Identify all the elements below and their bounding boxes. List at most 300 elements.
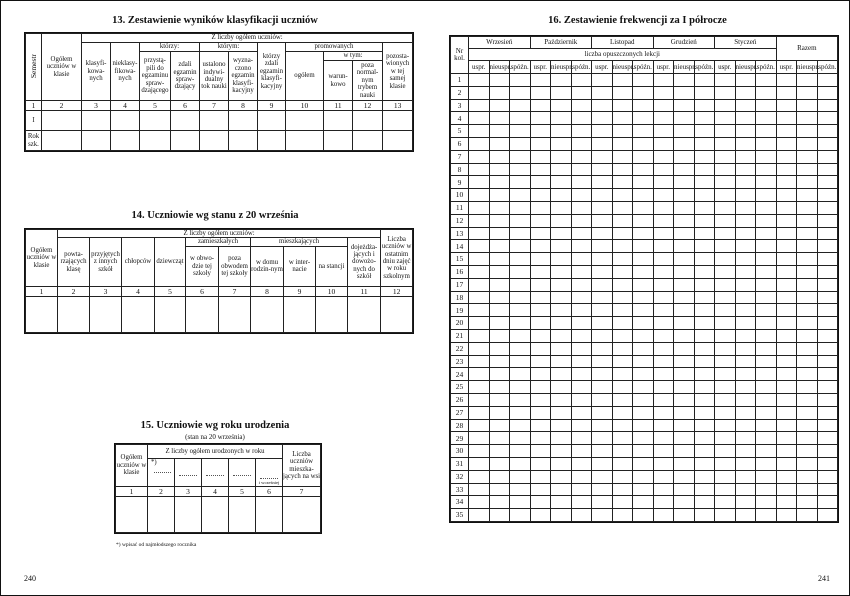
data-cell[interactable]	[530, 509, 551, 522]
data-cell[interactable]	[817, 265, 838, 278]
data-cell[interactable]	[530, 419, 551, 432]
data-cell[interactable]	[653, 470, 674, 483]
data-cell[interactable]	[735, 125, 756, 138]
data-cell[interactable]	[612, 150, 633, 163]
data-cell[interactable]	[776, 99, 797, 112]
data-cell[interactable]	[612, 176, 633, 189]
data-cell[interactable]	[756, 329, 777, 342]
data-cell[interactable]	[735, 112, 756, 125]
data-cell[interactable]	[469, 189, 490, 202]
data-cell[interactable]	[489, 329, 510, 342]
data-cell[interactable]	[469, 201, 490, 214]
data-cell[interactable]	[469, 457, 490, 470]
data-cell[interactable]	[674, 470, 695, 483]
data-cell[interactable]	[571, 419, 592, 432]
data-cell[interactable]	[715, 214, 736, 227]
data-cell[interactable]	[530, 342, 551, 355]
data-cell[interactable]	[469, 483, 490, 496]
data-cell[interactable]	[653, 445, 674, 458]
data-cell[interactable]	[489, 355, 510, 368]
data-cell[interactable]	[612, 342, 633, 355]
data-cell[interactable]	[286, 131, 324, 151]
data-cell[interactable]	[776, 496, 797, 509]
data-cell[interactable]	[776, 291, 797, 304]
data-cell[interactable]	[469, 381, 490, 394]
data-cell[interactable]	[653, 163, 674, 176]
data-cell[interactable]	[612, 496, 633, 509]
data-cell[interactable]	[776, 329, 797, 342]
data-cell[interactable]	[797, 368, 818, 381]
data-cell[interactable]	[694, 509, 715, 522]
data-cell[interactable]	[674, 496, 695, 509]
data-cell[interactable]	[510, 393, 531, 406]
data-cell[interactable]	[633, 176, 654, 189]
data-cell[interactable]	[571, 265, 592, 278]
data-cell[interactable]	[694, 265, 715, 278]
data-cell[interactable]	[116, 497, 148, 533]
data-cell[interactable]	[817, 496, 838, 509]
data-cell[interactable]	[530, 291, 551, 304]
data-cell[interactable]	[612, 189, 633, 202]
data-cell[interactable]	[592, 291, 613, 304]
data-cell[interactable]	[551, 150, 572, 163]
data-cell[interactable]	[612, 99, 633, 112]
data-cell[interactable]	[756, 253, 777, 266]
data-cell[interactable]	[571, 240, 592, 253]
data-cell[interactable]	[817, 240, 838, 253]
data-cell[interactable]	[674, 227, 695, 240]
data-cell[interactable]	[633, 253, 654, 266]
data-cell[interactable]	[489, 342, 510, 355]
data-cell[interactable]	[469, 445, 490, 458]
data-cell[interactable]	[735, 381, 756, 394]
data-cell[interactable]	[735, 509, 756, 522]
data-cell[interactable]	[551, 432, 572, 445]
data-cell[interactable]	[489, 86, 510, 99]
data-cell[interactable]	[489, 406, 510, 419]
data-cell[interactable]	[653, 278, 674, 291]
data-cell[interactable]	[776, 253, 797, 266]
data-cell[interactable]	[735, 406, 756, 419]
data-cell[interactable]	[489, 240, 510, 253]
data-cell[interactable]	[797, 381, 818, 394]
data-cell[interactable]	[674, 317, 695, 330]
data-cell[interactable]	[674, 291, 695, 304]
data-cell[interactable]	[674, 253, 695, 266]
data-cell[interactable]	[489, 99, 510, 112]
data-cell[interactable]	[510, 253, 531, 266]
data-cell[interactable]	[551, 125, 572, 138]
data-cell[interactable]	[797, 355, 818, 368]
data-cell[interactable]	[694, 137, 715, 150]
data-cell[interactable]	[530, 137, 551, 150]
data-cell[interactable]	[735, 342, 756, 355]
data-cell[interactable]	[674, 265, 695, 278]
data-cell[interactable]	[612, 483, 633, 496]
data-cell[interactable]	[694, 253, 715, 266]
data-cell[interactable]	[510, 445, 531, 458]
data-cell[interactable]	[633, 201, 654, 214]
data-cell[interactable]	[592, 253, 613, 266]
data-cell[interactable]	[571, 470, 592, 483]
data-cell[interactable]	[571, 112, 592, 125]
data-cell[interactable]	[653, 432, 674, 445]
data-cell[interactable]	[592, 470, 613, 483]
data-cell[interactable]	[653, 227, 674, 240]
data-cell[interactable]	[633, 74, 654, 87]
data-cell[interactable]	[571, 445, 592, 458]
data-cell[interactable]	[735, 163, 756, 176]
data-cell[interactable]	[735, 278, 756, 291]
data-cell[interactable]	[592, 317, 613, 330]
data-cell[interactable]	[776, 278, 797, 291]
data-cell[interactable]	[756, 432, 777, 445]
data-cell[interactable]	[797, 432, 818, 445]
data-cell[interactable]	[571, 253, 592, 266]
data-cell[interactable]	[715, 304, 736, 317]
data-cell[interactable]	[510, 189, 531, 202]
data-cell[interactable]	[715, 74, 736, 87]
data-cell[interactable]	[776, 201, 797, 214]
data-cell[interactable]	[489, 304, 510, 317]
data-cell[interactable]	[510, 240, 531, 253]
data-cell[interactable]	[797, 419, 818, 432]
data-cell[interactable]	[592, 74, 613, 87]
data-cell[interactable]	[571, 189, 592, 202]
data-cell[interactable]	[633, 278, 654, 291]
data-cell[interactable]	[797, 137, 818, 150]
data-cell[interactable]	[510, 304, 531, 317]
data-cell[interactable]	[715, 509, 736, 522]
data-cell[interactable]	[510, 99, 531, 112]
data-cell[interactable]	[612, 227, 633, 240]
data-cell[interactable]	[530, 329, 551, 342]
data-cell[interactable]	[489, 483, 510, 496]
data-cell[interactable]	[633, 470, 654, 483]
data-cell[interactable]	[715, 457, 736, 470]
data-cell[interactable]	[797, 99, 818, 112]
data-cell[interactable]	[776, 406, 797, 419]
data-cell[interactable]	[633, 419, 654, 432]
data-cell[interactable]	[735, 496, 756, 509]
data-cell[interactable]	[776, 214, 797, 227]
data-cell[interactable]	[469, 163, 490, 176]
data-cell[interactable]	[694, 176, 715, 189]
data-cell[interactable]	[715, 329, 736, 342]
data-cell[interactable]	[735, 393, 756, 406]
data-cell[interactable]	[571, 304, 592, 317]
data-cell[interactable]	[155, 296, 186, 332]
data-cell[interactable]	[530, 317, 551, 330]
data-cell[interactable]	[489, 278, 510, 291]
data-cell[interactable]	[510, 355, 531, 368]
data-cell[interactable]	[612, 393, 633, 406]
data-cell[interactable]	[797, 304, 818, 317]
data-cell[interactable]	[756, 304, 777, 317]
data-cell[interactable]	[776, 470, 797, 483]
data-cell[interactable]	[776, 432, 797, 445]
data-cell[interactable]	[715, 393, 736, 406]
data-cell[interactable]	[776, 304, 797, 317]
data-cell[interactable]	[735, 470, 756, 483]
data-cell[interactable]	[530, 470, 551, 483]
data-cell[interactable]	[694, 214, 715, 227]
data-cell[interactable]	[797, 406, 818, 419]
data-cell[interactable]	[530, 483, 551, 496]
data-cell[interactable]	[469, 176, 490, 189]
data-cell[interactable]	[797, 112, 818, 125]
data-cell[interactable]	[633, 457, 654, 470]
data-cell[interactable]	[735, 99, 756, 112]
data-cell[interactable]	[530, 445, 551, 458]
data-cell[interactable]	[469, 240, 490, 253]
data-cell[interactable]	[776, 227, 797, 240]
data-cell[interactable]	[817, 470, 838, 483]
data-cell[interactable]	[489, 227, 510, 240]
data-cell[interactable]	[571, 278, 592, 291]
data-cell[interactable]	[489, 74, 510, 87]
data-cell[interactable]	[817, 317, 838, 330]
data-cell[interactable]	[551, 483, 572, 496]
data-cell[interactable]	[776, 355, 797, 368]
data-cell[interactable]	[735, 368, 756, 381]
data-cell[interactable]	[817, 483, 838, 496]
data-cell[interactable]	[469, 393, 490, 406]
data-cell[interactable]	[674, 355, 695, 368]
data-cell[interactable]	[735, 265, 756, 278]
data-cell[interactable]	[171, 111, 200, 131]
data-cell[interactable]	[694, 406, 715, 419]
data-cell[interactable]	[653, 86, 674, 99]
data-cell[interactable]	[756, 419, 777, 432]
data-cell[interactable]	[735, 86, 756, 99]
data-cell[interactable]	[715, 470, 736, 483]
data-cell[interactable]	[551, 163, 572, 176]
data-cell[interactable]	[653, 342, 674, 355]
data-cell[interactable]	[756, 445, 777, 458]
data-cell[interactable]	[735, 214, 756, 227]
data-cell[interactable]	[776, 125, 797, 138]
data-cell[interactable]	[756, 342, 777, 355]
data-cell[interactable]	[489, 176, 510, 189]
data-cell[interactable]	[776, 381, 797, 394]
data-cell[interactable]	[715, 381, 736, 394]
data-cell[interactable]	[817, 342, 838, 355]
data-cell[interactable]	[489, 125, 510, 138]
data-cell[interactable]	[592, 176, 613, 189]
data-cell[interactable]	[715, 227, 736, 240]
data-cell[interactable]	[776, 189, 797, 202]
data-cell[interactable]	[653, 150, 674, 163]
data-cell[interactable]	[469, 86, 490, 99]
data-cell[interactable]	[551, 368, 572, 381]
data-cell[interactable]	[353, 131, 383, 151]
data-cell[interactable]	[571, 86, 592, 99]
data-cell[interactable]	[735, 419, 756, 432]
data-cell[interactable]	[551, 74, 572, 87]
data-cell[interactable]	[530, 432, 551, 445]
data-cell[interactable]	[756, 227, 777, 240]
data-cell[interactable]	[653, 240, 674, 253]
data-cell[interactable]	[633, 317, 654, 330]
data-cell[interactable]	[674, 189, 695, 202]
data-cell[interactable]	[653, 176, 674, 189]
data-cell[interactable]	[817, 253, 838, 266]
data-cell[interactable]	[756, 368, 777, 381]
data-cell[interactable]	[469, 342, 490, 355]
data-cell[interactable]	[633, 99, 654, 112]
data-cell[interactable]	[612, 381, 633, 394]
data-cell[interactable]	[817, 150, 838, 163]
data-cell[interactable]	[756, 112, 777, 125]
data-cell[interactable]	[175, 497, 202, 533]
data-cell[interactable]	[551, 112, 572, 125]
data-cell[interactable]	[612, 419, 633, 432]
data-cell[interactable]	[510, 163, 531, 176]
data-cell[interactable]	[551, 317, 572, 330]
data-cell[interactable]	[469, 74, 490, 87]
data-cell[interactable]	[612, 265, 633, 278]
data-cell[interactable]	[530, 240, 551, 253]
data-cell[interactable]	[551, 406, 572, 419]
data-cell[interactable]	[324, 111, 353, 131]
data-cell[interactable]	[694, 432, 715, 445]
data-cell[interactable]	[592, 137, 613, 150]
data-cell[interactable]	[633, 265, 654, 278]
data-cell[interactable]	[633, 240, 654, 253]
data-cell[interactable]	[469, 329, 490, 342]
data-cell[interactable]	[551, 329, 572, 342]
data-cell[interactable]	[592, 509, 613, 522]
data-cell[interactable]	[489, 189, 510, 202]
data-cell[interactable]	[592, 125, 613, 138]
data-cell[interactable]	[797, 253, 818, 266]
data-cell[interactable]	[817, 393, 838, 406]
data-cell[interactable]	[612, 406, 633, 419]
data-cell[interactable]	[469, 304, 490, 317]
data-cell[interactable]	[571, 381, 592, 394]
data-cell[interactable]	[510, 125, 531, 138]
data-cell[interactable]	[592, 278, 613, 291]
data-cell[interactable]	[510, 483, 531, 496]
data-cell[interactable]	[592, 304, 613, 317]
data-cell[interactable]	[42, 131, 82, 151]
data-cell[interactable]	[694, 86, 715, 99]
data-cell[interactable]	[653, 99, 674, 112]
data-cell[interactable]	[592, 406, 613, 419]
data-cell[interactable]	[200, 131, 229, 151]
data-cell[interactable]	[530, 406, 551, 419]
data-cell[interactable]	[694, 240, 715, 253]
data-cell[interactable]	[510, 329, 531, 342]
data-cell[interactable]	[715, 278, 736, 291]
data-cell[interactable]	[612, 137, 633, 150]
data-cell[interactable]	[592, 419, 613, 432]
data-cell[interactable]	[530, 368, 551, 381]
data-cell[interactable]	[694, 419, 715, 432]
data-cell[interactable]	[530, 214, 551, 227]
data-cell[interactable]	[797, 150, 818, 163]
data-cell[interactable]	[530, 393, 551, 406]
data-cell[interactable]	[817, 201, 838, 214]
data-cell[interactable]	[653, 189, 674, 202]
data-cell[interactable]	[90, 296, 122, 332]
data-cell[interactable]	[592, 240, 613, 253]
data-cell[interactable]	[510, 419, 531, 432]
data-cell[interactable]	[571, 214, 592, 227]
data-cell[interactable]	[551, 393, 572, 406]
data-cell[interactable]	[674, 406, 695, 419]
data-cell[interactable]	[756, 150, 777, 163]
data-cell[interactable]	[284, 296, 316, 332]
data-cell[interactable]	[674, 432, 695, 445]
data-cell[interactable]	[776, 163, 797, 176]
data-cell[interactable]	[756, 125, 777, 138]
data-cell[interactable]	[592, 445, 613, 458]
data-cell[interactable]	[817, 112, 838, 125]
data-cell[interactable]	[633, 137, 654, 150]
data-cell[interactable]	[633, 355, 654, 368]
data-cell[interactable]	[735, 227, 756, 240]
data-cell[interactable]	[633, 112, 654, 125]
data-cell[interactable]	[592, 432, 613, 445]
data-cell[interactable]	[756, 163, 777, 176]
data-cell[interactable]	[612, 74, 633, 87]
data-cell[interactable]	[817, 176, 838, 189]
data-cell[interactable]	[592, 227, 613, 240]
data-cell[interactable]	[653, 137, 674, 150]
data-cell[interactable]	[489, 317, 510, 330]
data-cell[interactable]	[633, 304, 654, 317]
data-cell[interactable]	[817, 445, 838, 458]
data-cell[interactable]	[756, 86, 777, 99]
data-cell[interactable]	[383, 111, 413, 131]
data-cell[interactable]	[674, 329, 695, 342]
data-cell[interactable]	[530, 496, 551, 509]
data-cell[interactable]	[694, 125, 715, 138]
data-cell[interactable]	[735, 240, 756, 253]
data-cell[interactable]	[571, 406, 592, 419]
data-cell[interactable]	[571, 74, 592, 87]
data-cell[interactable]	[735, 317, 756, 330]
data-cell[interactable]	[489, 496, 510, 509]
data-cell[interactable]	[612, 125, 633, 138]
data-cell[interactable]	[797, 201, 818, 214]
data-cell[interactable]	[674, 176, 695, 189]
data-cell[interactable]	[510, 112, 531, 125]
data-cell[interactable]	[489, 163, 510, 176]
data-cell[interactable]	[797, 445, 818, 458]
data-cell[interactable]	[674, 201, 695, 214]
data-cell[interactable]	[510, 381, 531, 394]
data-cell[interactable]	[694, 99, 715, 112]
data-cell[interactable]	[353, 111, 383, 131]
data-cell[interactable]	[735, 304, 756, 317]
data-cell[interactable]	[469, 419, 490, 432]
data-cell[interactable]	[510, 291, 531, 304]
data-cell[interactable]	[229, 111, 258, 131]
data-cell[interactable]	[776, 445, 797, 458]
data-cell[interactable]	[715, 86, 736, 99]
data-cell[interactable]	[469, 432, 490, 445]
data-cell[interactable]	[592, 99, 613, 112]
data-cell[interactable]	[612, 457, 633, 470]
data-cell[interactable]	[171, 131, 200, 151]
data-cell[interactable]	[612, 112, 633, 125]
data-cell[interactable]	[694, 496, 715, 509]
data-cell[interactable]	[694, 445, 715, 458]
data-cell[interactable]	[735, 189, 756, 202]
